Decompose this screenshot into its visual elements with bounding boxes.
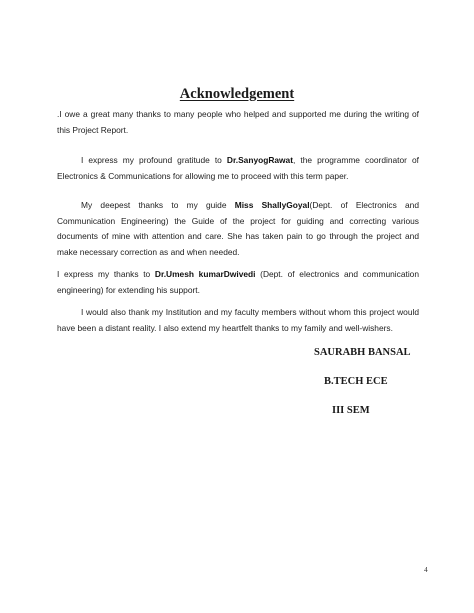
paragraph-institution-text: I would also thank my Institution and my faculty members without whom this project would have been a distant reality. I also extend my heartfelt thanks to my family and well-wishers.: [57, 307, 419, 333]
paragraph-support-text-1: I express my thanks to: [57, 269, 155, 279]
paragraph-intro-text: .I owe a great many thanks to many people who helped and supported me during the writing of this Project Report.: [57, 109, 419, 135]
coordinator-name: Dr.SanyogRawat: [226, 155, 294, 165]
supporter-name: Dr.Umesh kumarDwivedi: [154, 269, 256, 279]
paragraph-institution: [57, 305, 419, 336]
paragraph-support: [57, 267, 419, 298]
guide-name: Miss ShallyGoyal: [234, 200, 310, 210]
paragraph-guide-text-1: My deepest thanks to my guide: [81, 200, 235, 210]
paragraph-guide-text-2: (Dept. of Electronics and Communication Engineering) the Guide of the project for guiding and correcting various documents of mine with attention and care. She has taken pain to go through the project and make necessary correction as and when needed.: [57, 200, 419, 257]
signature-semester: III SEM: [332, 405, 370, 416]
paragraph-intro: [57, 107, 419, 138]
page-number: 4: [424, 565, 428, 574]
paragraph-guide: [57, 198, 419, 260]
document-title: Acknowledgement: [179, 86, 295, 102]
paragraph-coordinator-text-1: I express my profound gratitude to: [81, 155, 227, 165]
paragraph-support-text-2: (Dept. of electronics and communication engineering) for extending his support.: [57, 269, 419, 295]
paragraph-coordinator: [57, 153, 419, 184]
signature-name: SAURABH BANSAL: [314, 347, 411, 358]
paragraph-coordinator-text-2: , the programme coordinator of Electronics & Communications for allowing me to proceed with this term paper.: [57, 155, 419, 181]
signature-course: B.TECH ECE: [324, 376, 388, 387]
